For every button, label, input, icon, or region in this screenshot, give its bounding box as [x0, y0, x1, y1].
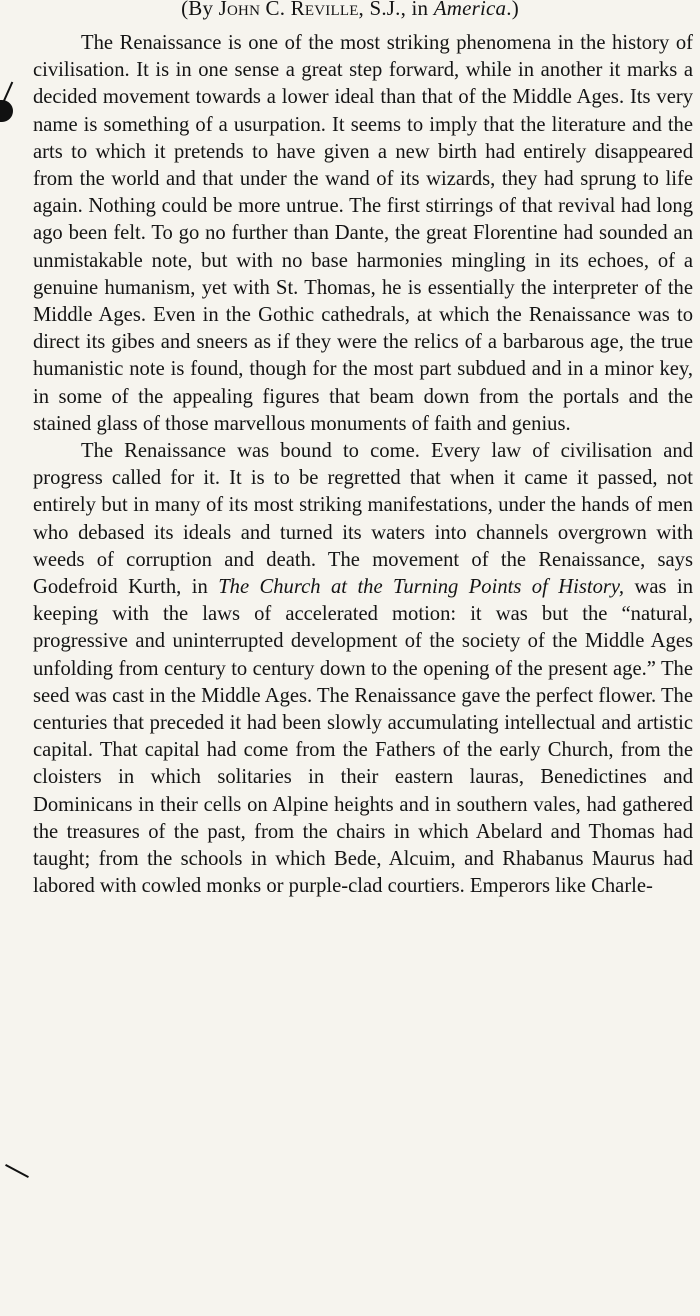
margin-mark-bottom: [5, 1164, 29, 1178]
paragraph-2: [33, 438, 693, 900]
byline-close: .): [506, 0, 519, 20]
paragraph-2-text-a: The Renaissance was bound to come. Every law of civilisation and progress called for it. It is to be regretted that when it came it passed, not entirely but in many of its most striking manifestations, under the hands of men who debased its ideals and turned its waters into channels overgrown with weeds of corruption and death. The movement of the Renaissance, says Godefroid Kurth, in: [33, 440, 693, 599]
paragraph-1: The Renaissance is one of the most striking phenomena in the history of civilisation. It is in one sense a great step forward, while in another it marks a decided movement towards a lower ideal than that of the Middle Ages. Its very name is something of a usurpation. It seems to imply that the literature and the arts to which it pretends to have given a new birth had entirely disappeared from the world and that under the wand of its wizards, they had sprung to life again. Nothing could be more untrue. The first stirrings of that revival had long ago been felt. To go no further than Dante, the great Florentine had sounded an unmistakable note, but with no base harmonies mingling in its echoes, of a genuine humanism, yet with St. Thomas, he is essentially the interpreter of the Middle Ages. Even in the Gothic cathedrals, at which the Renaissance was to direct its gibes and sneers as if they were the relics of a barbarous age, the true humanistic note is found, though for the most part subdued and in a minor key, in some of the appealing figures that beam down from the portals and the stained glass of those marvellous monuments of faith and genius.: [33, 32, 693, 435]
margin-mark-blot: [0, 100, 13, 122]
byline-author: John C. Reville, S.J.: [218, 0, 401, 20]
article-body: [33, 30, 693, 901]
byline: [0, 0, 700, 22]
book-title: The Church at the Turning Points of History,: [218, 576, 625, 599]
byline-separator: , in: [400, 0, 434, 20]
byline-open: (By: [181, 0, 219, 20]
paragraph-2-text-b: was in keeping with the laws of accelerated motion: it was but the “natural, progressive and uninterrupted development of the society of the Middle Ages unfolding from century to century down to the opening of the present age.” The seed was cast in the Middle Ages. The Renaissance gave the perfect flower. The centuries that preceded it had been slowly accumulating intellectual and artistic capital. That capital had come from the Fathers of the early Church, from the cloisters in which solitaries in their eastern lauras, Benedictines and Dominicans in their cells on Alpine heights and in southern vales, had gathered the treasures of the past, from the chairs in which Abelard and Thomas had taught; from the schools in which Bede, Alcuim, and Rhabanus Maurus had labored with cowled monks or purple-clad courtiers. Emperors like Charle-: [33, 576, 694, 898]
byline-publication: America: [433, 0, 507, 20]
